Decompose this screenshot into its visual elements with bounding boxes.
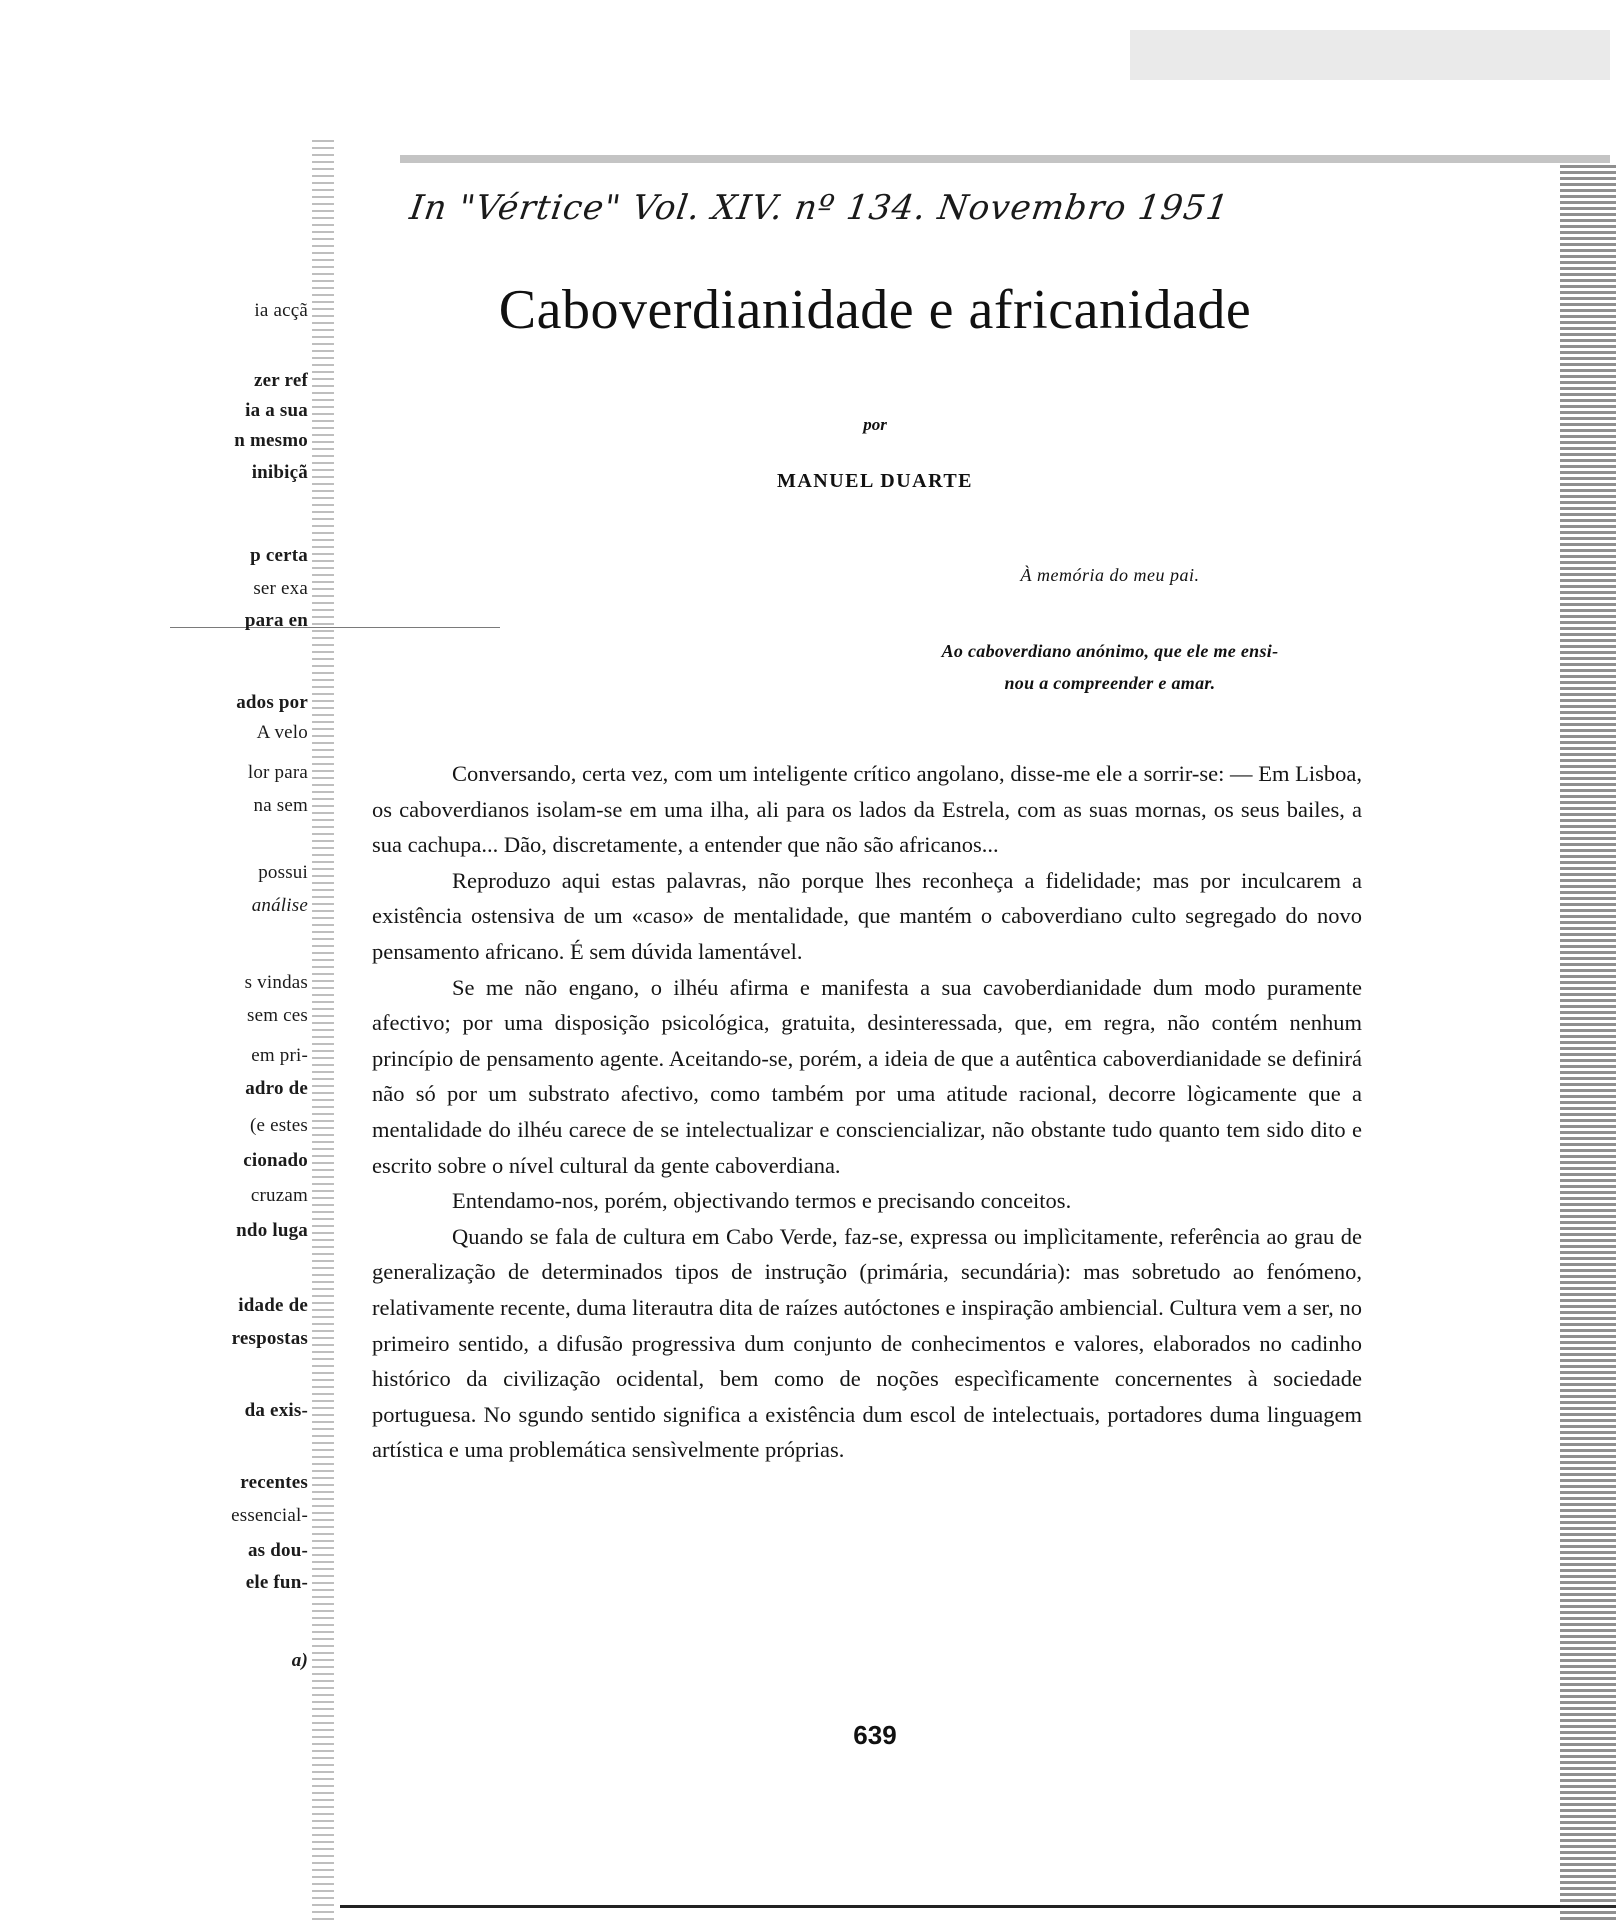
left-fragment-line: cionado — [243, 1150, 308, 1171]
paragraph: Se me não engano, o ilhéu afirma e manifesta a sua cavoberdianidade dum modo puramente afectivo; por uma disposição psicológica, gratuita, desinteressada, que, em regra, não contém nenhum princípio de pensamento agente. Aceitando-se, porém, a ideia de que a autêntica caboverdianidade se definirá não só por um substrato afectivo, como também por uma atitude racional, decorre lògicamente que a mentalidade do ilhéu carece de se intelectualizar e consciencializar, não obstante tudo quanto tem sido dito e escrito sobre o nível cultural da gente caboverdiana. — [372, 974, 1362, 1178]
left-fragment-line: possui — [258, 862, 308, 883]
left-fragment-line: idade de — [238, 1295, 308, 1316]
left-fragment-line: p certa — [250, 545, 308, 566]
left-fragment-line: na sem — [253, 795, 308, 816]
left-fragment-line: recentes — [240, 1472, 308, 1493]
left-fragment-line: adro de — [245, 1078, 308, 1099]
dedication-line: nou a compreender e amar. — [1004, 673, 1216, 693]
article-body — [372, 756, 1362, 1468]
left-fragment-line: ser exa — [253, 578, 308, 599]
left-fragment-line: a) — [291, 1650, 308, 1671]
page-number: 639 — [853, 1720, 897, 1750]
paragraph: Quando se fala de cultura em Cabo Verde, faz-se, expressa ou implìcitamente, referência ao grau de generalização de determinados tipos de instrução (primária, secundária): mas sobretudo ao fenómeno, relativamente recente, duma literautra dita de raízes autóctones e inspiração ambiencial. Cultura vem a ser, no primeiro sentido, a difusão progressiva dum conjunto de conhecimentos e valores, elaborados no cadinho histórico da civilização ocidental, bem como de noções especìficamente concernentes à sociedade portuguesa. No sgundo sentido significa a existência dum escol de intelectuais, portadores duma linguagem artística e uma problemática sensìvelmente próprias. — [372, 1223, 1362, 1463]
left-fragment-line: essencial- — [231, 1505, 308, 1526]
page-bottom-edge — [340, 1905, 1616, 1908]
left-fragment-line: sem ces — [246, 1005, 308, 1026]
left-fragment-line: respostas — [231, 1328, 308, 1349]
scan-noise-top — [1130, 30, 1610, 80]
left-fragment-line: para en — [244, 610, 308, 631]
byline: por — [863, 415, 887, 434]
left-fragment-line: análise — [251, 895, 308, 916]
dedication-line: Ao caboverdiano anónimo, que ele me ensi- — [941, 641, 1279, 661]
right-edge-shadow — [1560, 165, 1616, 1920]
left-fragment-line: da exis- — [244, 1400, 308, 1421]
left-fragment-line: ados por — [236, 692, 308, 713]
left-fragment-line: as dou- — [247, 1540, 308, 1561]
left-fragment-line: s vindas — [244, 972, 308, 993]
left-fragment-line: ia acçã — [254, 300, 308, 321]
paragraph: Entendamo-nos, porém, objectivando termos e precisando conceitos. — [452, 1188, 1072, 1214]
left-fragment-line: (e estes — [249, 1115, 308, 1136]
left-fragment-line: zer ref — [254, 370, 308, 391]
dedication-father: À memória do meu pai. — [1020, 565, 1200, 585]
left-fragment-line: lor para — [247, 762, 308, 783]
author-name: MANUEL DUARTE — [776, 470, 974, 492]
left-page-fragment — [170, 0, 320, 1920]
paragraph: Conversando, certa vez, com um inteligente crítico angolano, disse-me ele a sorrir-se: — Em Lisboa, os caboverdianos isolam-se em uma ilha, ali para os lados da Estrela, com as suas mornas, os seus bailes, a sua cachupa... Dão, discretamente, a entender que não são africanos... — [372, 761, 1362, 858]
left-fragment-line: A velo — [256, 722, 308, 743]
left-fragment-line: cruzam — [250, 1185, 308, 1206]
left-fragment-line: ele fun- — [245, 1572, 308, 1593]
dedication-caboverdiano — [860, 635, 1360, 699]
left-fragment-line: ndo luga — [236, 1220, 308, 1241]
article-title: Caboverdianidade e africanidade — [498, 279, 1252, 341]
scan-noise-top-band — [400, 155, 1610, 163]
left-fragment-line: em pri- — [251, 1045, 308, 1066]
paragraph: Reproduzo aqui estas palavras, não porque lhes reconheça a fidelidade; mas por inculcarem a existência ostensiva de um «caso» de mentalidade, que mantém o caboverdiano culto segregado do novo pensamento africano. É sem dúvida lamentável. — [372, 867, 1362, 964]
left-fragment-line: n mesmo — [234, 430, 308, 451]
handwritten-annotation: In "Vértice" Vol. XIV. nº 134. Novembro 1951 — [407, 188, 1232, 228]
left-fragment-line: ia a sua — [245, 400, 308, 421]
left-fragment-line: inibiçã — [251, 462, 308, 483]
